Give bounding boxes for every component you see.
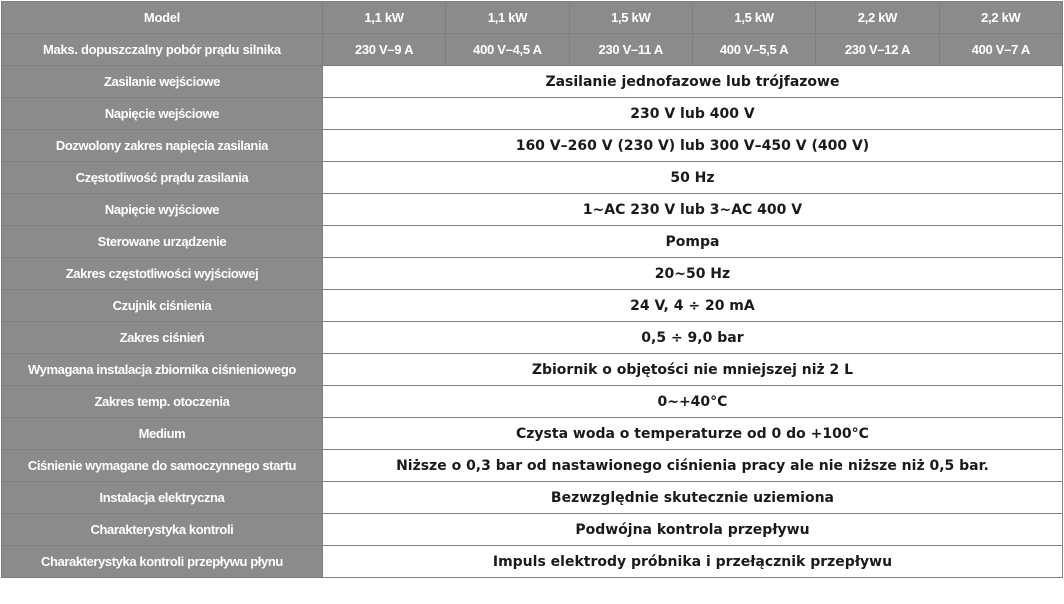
table-row (2, 194, 1063, 226)
table-row (2, 354, 1063, 386)
row-label: Częstotliwość prądu zasilania (2, 162, 323, 194)
row-label: Napięcie wejściowe (2, 98, 323, 130)
row-value: 24 V, 4 ÷ 20 mA (322, 290, 1062, 322)
row-label: Medium (2, 418, 323, 450)
model-header-cell: 1,1 kW (446, 2, 569, 34)
row-label: Instalacja elektryczna (2, 482, 323, 514)
table-row (2, 546, 1063, 578)
row-label: Czujnik ciśnienia (2, 290, 323, 322)
row-label: Charakterystyka kontroli (2, 514, 323, 546)
current-value-cell: 400 V–7 A (939, 34, 1062, 66)
row-label: Ciśnienie wymagane do samoczynnego startu (2, 450, 323, 482)
row-label: Zakres ciśnień (2, 322, 323, 354)
row-value: Pompa (322, 226, 1062, 258)
current-row (2, 34, 1063, 66)
row-value: 20~50 Hz (322, 258, 1062, 290)
spec-table (1, 1, 1063, 578)
model-header-cell: 2,2 kW (939, 2, 1062, 34)
table-row (2, 450, 1063, 482)
row-label: Zakres częstotliwości wyjściowej (2, 258, 323, 290)
current-row-label: Maks. dopuszczalny pobór prądu silnika (2, 34, 323, 66)
table-row (2, 226, 1063, 258)
table-row (2, 98, 1063, 130)
row-value: Czysta woda o temperaturze od 0 do +100°C (322, 418, 1062, 450)
table-row (2, 514, 1063, 546)
model-row (2, 2, 1063, 34)
model-header-cell: 1,1 kW (322, 2, 445, 34)
model-header-cell: 2,2 kW (816, 2, 939, 34)
table-row (2, 162, 1063, 194)
table-row (2, 418, 1063, 450)
current-value-cell: 230 V–11 A (569, 34, 692, 66)
row-value: 0~+40°C (322, 386, 1062, 418)
row-value: Bezwzględnie skutecznie uziemiona (322, 482, 1062, 514)
row-value: 0,5 ÷ 9,0 bar (322, 322, 1062, 354)
row-value: Niższe o 0,3 bar od nastawionego ciśnienia pracy ale nie niższe niż 0,5 bar. (322, 450, 1062, 482)
row-label: Dozwolony zakres napięcia zasilania (2, 130, 323, 162)
row-value: Zbiornik o objętości nie mniejszej niż 2 L (322, 354, 1062, 386)
table-row (2, 386, 1063, 418)
row-label: Zakres temp. otoczenia (2, 386, 323, 418)
table-row (2, 322, 1063, 354)
row-value: 160 V–260 V (230 V) lub 300 V–450 V (400 V) (322, 130, 1062, 162)
row-value: 50 Hz (322, 162, 1062, 194)
row-value: Impuls elektrody próbnika i przełącznik przepływu (322, 546, 1062, 578)
row-label: Zasilanie wejściowe (2, 66, 323, 98)
table-row (2, 66, 1063, 98)
row-label: Napięcie wyjściowe (2, 194, 323, 226)
row-value: 1~AC 230 V lub 3~AC 400 V (322, 194, 1062, 226)
row-value: 230 V lub 400 V (322, 98, 1062, 130)
row-value: Zasilanie jednofazowe lub trójfazowe (322, 66, 1062, 98)
model-header-label: Model (2, 2, 323, 34)
current-value-cell: 400 V–5,5 A (692, 34, 815, 66)
current-value-cell: 230 V–12 A (816, 34, 939, 66)
table-row (2, 258, 1063, 290)
row-label: Charakterystyka kontroli przepływu płynu (2, 546, 323, 578)
model-header-cell: 1,5 kW (569, 2, 692, 34)
table-row (2, 482, 1063, 514)
model-header-cell: 1,5 kW (692, 2, 815, 34)
table-row (2, 290, 1063, 322)
current-value-cell: 230 V–9 A (322, 34, 445, 66)
current-value-cell: 400 V–4,5 A (446, 34, 569, 66)
row-label: Wymagana instalacja zbiornika ciśnieniowego (2, 354, 323, 386)
row-label: Sterowane urządzenie (2, 226, 323, 258)
row-value: Podwójna kontrola przepływu (322, 514, 1062, 546)
table-row (2, 130, 1063, 162)
